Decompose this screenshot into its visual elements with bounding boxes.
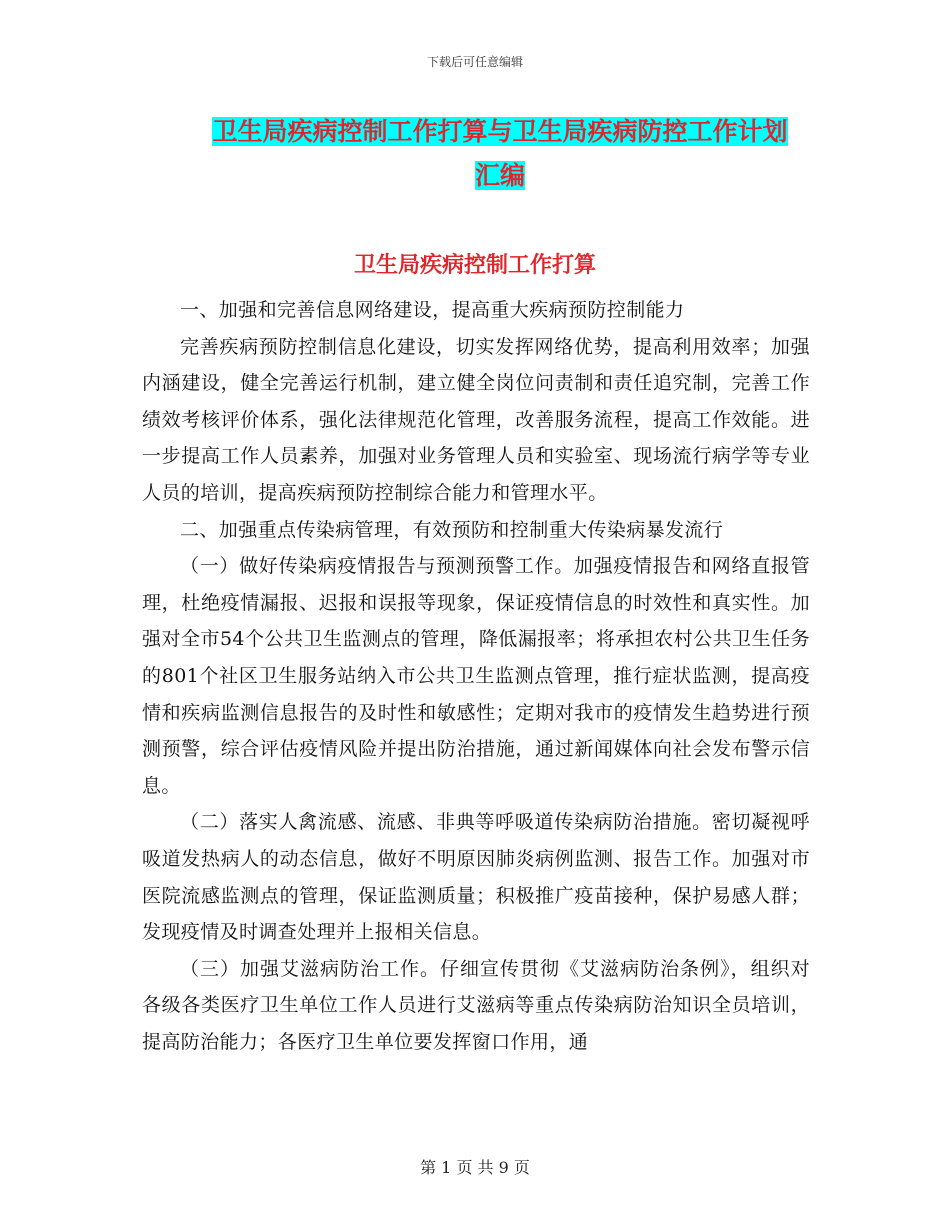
document-body	[142, 292, 810, 1060]
paragraph-heading-1: 一、加强和完善信息网络建设，提高重大疾病预防控制能力	[180, 299, 685, 321]
section-title: 卫生局疾病控制工作打算	[353, 253, 596, 278]
document-title	[190, 110, 810, 198]
document-title-line-2: 汇编	[474, 161, 525, 190]
paragraph: （二）落实人禽流感、流感、非典等呼吸道传染病防治措施。密切凝视呼吸道发热病人的动态信息，做好不明原因肺炎病例监测、报告工作。加强对市医院流感监测点的管理，保证监测质量；积极推广疫苗接种，保护易感人群；发现疫情及时调查处理并上报相关信息。	[142, 811, 810, 944]
paragraph: 完善疾病预防控制信息化建设，切实发挥网络优势，提高利用效率；加强内涵建设，健全完善运行机制，建立健全岗位问责制和责任追究制，完善工作绩效考核评价体系，强化法律规范化管理，改善服务流程，提高工作效能。进一步提高工作人员素养，加强对业务管理人员和实验室、现场流行病学等专业人员的培训，提高疾病预防控制综合能力和管理水平。	[142, 335, 810, 504]
page-header-note: 下载后可任意编辑	[426, 55, 523, 69]
paragraph: （三）加强艾滋病防治工作。仔细宣传贯彻《艾滋病防治条例》，组织对各级各类医疗卫生单位工作人员进行艾滋病等重点传染病防治知识全员培训，提高防治能力；各医疗卫生单位要发挥窗口作用，通	[142, 957, 810, 1053]
document-title-line-1: 卫生局疾病控制工作打算与卫生局疾病防控工作计划	[212, 117, 788, 146]
paragraph: （一）做好传染病疫情报告与预测预警工作。加强疫情报告和网络直报管理，杜绝疫情漏报、迟报和误报等现象，保证疫情信息的时效性和真实性。加强对全市54个公共卫生监测点的管理，降低漏报率；将承担农村公共卫生任务的801个社区卫生服务站纳入市公共卫生监测点管理，推行症状监测，提高疫情和疾病监测信息报告的及时性和敏感性；定期对我市的疫情发生趋势进行预测预警，综合评估疫情风险并提出防治措施，通过新闻媒体向社会发布警示信息。	[142, 555, 810, 797]
paragraph-heading-2: 二、加强重点传染病管理，有效预防和控制重大传染病暴发流行	[180, 518, 724, 541]
page-number: 第 1 页 共 9 页	[420, 1158, 530, 1177]
